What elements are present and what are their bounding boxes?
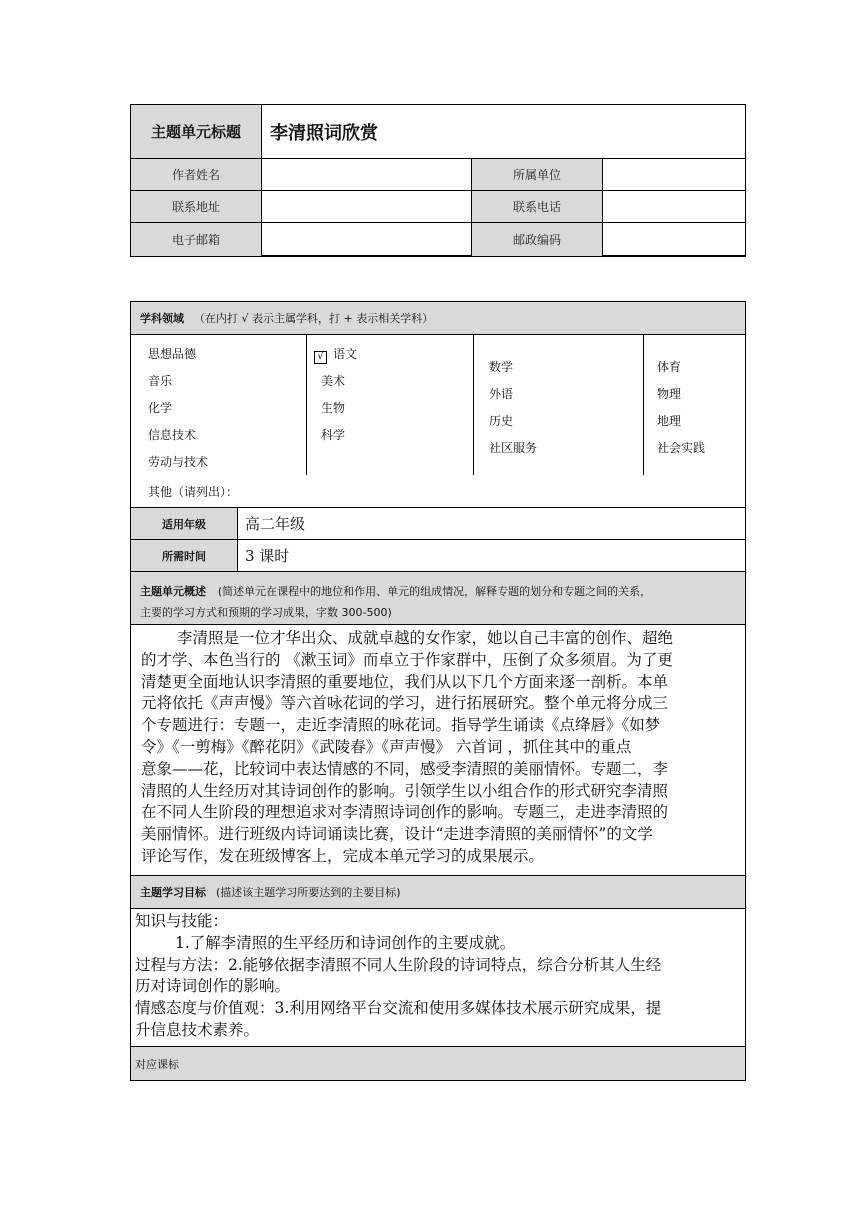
overview-header — [131, 572, 745, 625]
author-label: 作者姓名 — [171, 168, 220, 182]
address-label: 联系地址 — [171, 200, 220, 214]
subject-option[interactable]: 体育 — [657, 360, 682, 374]
grade-label: 适用年级 — [162, 517, 206, 531]
overview-line: 评论写作，发在班级博客上，完成本单元学习的成果展示。 — [141, 846, 545, 865]
goals-body[interactable] — [131, 909, 745, 1047]
subject-option[interactable]: 思想品德 — [148, 347, 197, 361]
subject-option[interactable]: 数学 — [489, 360, 514, 374]
org-label: 所属单位 — [512, 168, 561, 182]
subject-grid — [131, 335, 745, 475]
subject-option[interactable]: 社会实践 — [657, 441, 706, 455]
time-label-cell — [131, 540, 238, 572]
subject-option[interactable]: 生物 — [321, 401, 346, 415]
subject-option[interactable]: 信息技术 — [148, 428, 197, 442]
subject-option[interactable]: 物理 — [657, 387, 682, 401]
subject-option[interactable]: 美术 — [321, 374, 346, 388]
overview-note-line2: 主要的学习方式和预期的学习成果，字数 300-500) — [140, 606, 392, 619]
info-table — [130, 104, 746, 257]
overview-line: 个专题进行：专题一，走近李清照的咏花词。指导学生诵读《点绛唇》《如梦 — [141, 716, 661, 735]
title-label-cell — [131, 105, 262, 159]
unit-form-table — [130, 301, 746, 1081]
email-label-cell — [131, 223, 262, 256]
subject-option[interactable]: 化学 — [148, 401, 173, 415]
overview-line: 美丽情怀。进行班级内诗词诵读比赛，设计“走进李清照的美丽情怀”的文学 — [141, 825, 653, 844]
overview-line: 清楚更全面地认识李清照的重要地位，我们从以下几个方面来逐一剖析。本单 — [141, 672, 669, 691]
subject-col-divider — [473, 335, 474, 475]
goals-note: (描述该主题学习所要达到的主要目标) — [216, 886, 401, 899]
subject-col-divider — [643, 335, 644, 475]
zip-label-cell — [472, 223, 603, 256]
subject-option[interactable]: 地理 — [657, 414, 682, 428]
zip-label: 邮政编码 — [512, 233, 561, 247]
overview-body[interactable] — [131, 625, 745, 876]
author-label-cell — [131, 159, 262, 191]
standards-header — [131, 1047, 745, 1080]
zip-field[interactable] — [603, 223, 746, 256]
subject-col-divider — [306, 335, 307, 475]
subject-header-label: 学科领域 — [140, 312, 184, 325]
grade-label-cell — [131, 508, 238, 540]
subject-option[interactable]: 音乐 — [148, 374, 173, 388]
overview-line: 的才学、本色当行的 《漱玉词》而卓立于作家群中，压倒了众多须眉。为了更 — [141, 650, 673, 669]
title-value-cell[interactable] — [262, 105, 746, 159]
overview-note-line1: (简述单元在课程中的地位和作用、单元的组成情况，解释专题的划分和专题之间的关系， — [217, 585, 652, 598]
overview-line: 清照的人生经历对其诗词创作的影响。引领学生以小组合作的形式研究李清照 — [141, 781, 669, 800]
subject-option[interactable]: 社区服务 — [489, 441, 538, 455]
goals-line: 情感态度与价值观：3.利用网络平台交流和使用多媒体技术展示研究成果，提 — [135, 999, 662, 1018]
standards-label: 对应课标 — [135, 1057, 179, 1071]
overview-line: 在不同人生阶段的理想追求对李清照诗词创作的影响。专题三，走进李清照的 — [141, 803, 669, 822]
email-label: 电子邮箱 — [171, 233, 220, 247]
goals-line: 知识与技能： — [135, 912, 229, 930]
org-field[interactable] — [603, 159, 746, 191]
goals-line: 过程与方法：2.能够依据李清照不同人生阶段的诗词特点，综合分析其人生经 — [135, 955, 662, 974]
author-field[interactable] — [262, 159, 472, 191]
org-label-cell — [472, 159, 603, 191]
unit-title: 李清照词欣赏 — [270, 122, 378, 144]
subject-other-label: 其他（请列出）： — [148, 484, 239, 499]
subject-option[interactable]: 外语 — [489, 387, 514, 401]
goals-label: 主题学习目标 — [140, 886, 206, 899]
time-label: 所需时间 — [162, 549, 206, 563]
overview-label: 主题单元概述 — [140, 585, 206, 598]
email-field[interactable] — [262, 223, 472, 256]
subject-other-row[interactable] — [131, 475, 745, 508]
goals-line: 历对诗词创作的影响。 — [135, 977, 291, 996]
overview-line: 李清照是一位才华出众、成就卓越的女作家，她以自己丰富的创作、超绝 — [177, 629, 674, 647]
overview-line: 元将依托《声声慢》等六首咏花词的学习，进行拓展研究。整个单元将分成三 — [141, 694, 669, 713]
subject-option[interactable]: 历史 — [489, 414, 514, 428]
goals-line: 1.了解李清照的生平经历和诗词创作的主要成就。 — [175, 933, 516, 952]
checkbox-checked-icon[interactable]: √ — [314, 351, 327, 364]
overview-line: 令》《一剪梅》《醉花阴》《武陵春》《声声慢》 六首词 ，抓住其中的重点 — [141, 737, 632, 756]
checked-subject-label: 语文 — [333, 347, 358, 361]
grade-field[interactable] — [238, 508, 745, 540]
address-label-cell — [131, 191, 262, 223]
subject-option[interactable]: 科学 — [321, 428, 346, 442]
subject-header-note: （在内打 √ 表示主属学科，打 + 表示相关学科） — [194, 312, 434, 325]
goals-header — [131, 876, 745, 909]
goals-line: 升信息技术素养。 — [135, 1020, 260, 1039]
time-field[interactable] — [238, 540, 745, 572]
subject-option[interactable]: 劳动与技术 — [148, 455, 209, 469]
title-label: 主题单元标题 — [150, 123, 241, 141]
grade-value: 高二年级 — [245, 515, 306, 533]
overview-line: 意象——花，比较词中表达情感的不同，感受李清照的美丽情怀。专题二，李 — [141, 759, 669, 778]
phone-field[interactable] — [603, 191, 746, 223]
subject-option-checked[interactable] — [314, 345, 357, 364]
address-field[interactable] — [262, 191, 472, 223]
time-value: 3 课时 — [245, 547, 290, 565]
phone-label-cell — [472, 191, 603, 223]
subject-header — [131, 302, 745, 335]
phone-label: 联系电话 — [512, 200, 561, 214]
